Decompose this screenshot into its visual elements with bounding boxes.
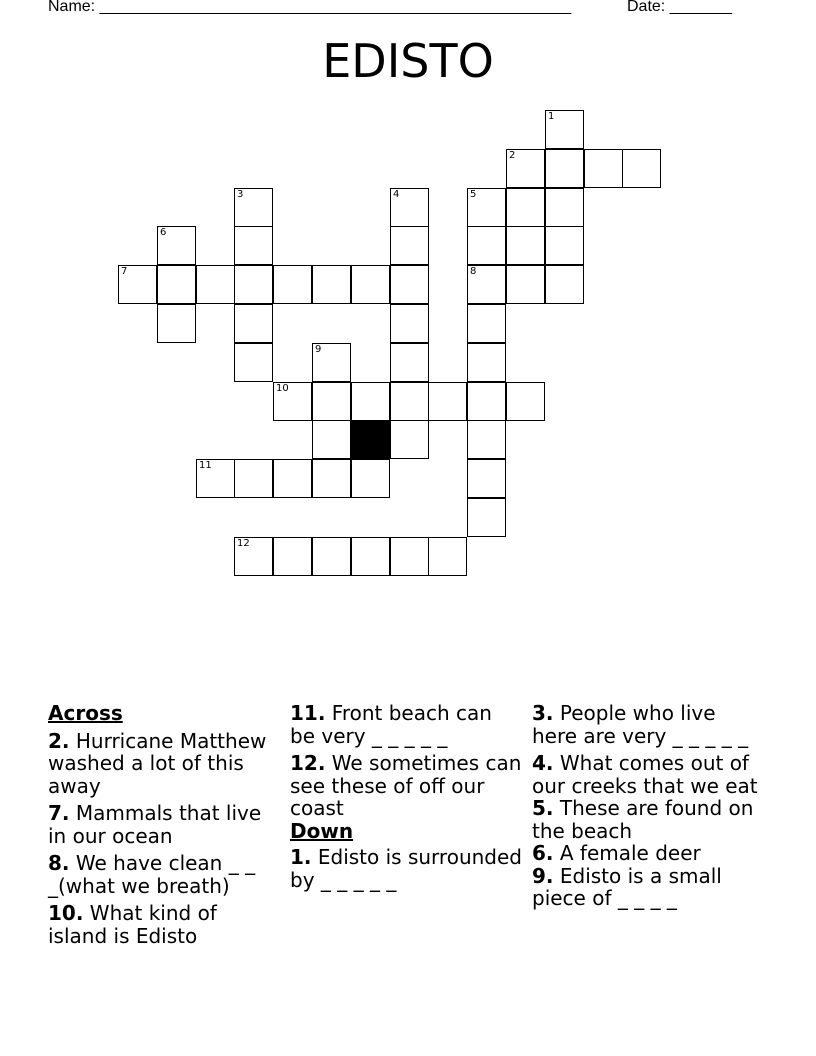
grid-cell[interactable] — [273, 265, 312, 304]
clue-text: We have clean _ _ _(what we breath) — [48, 851, 256, 898]
grid-cell[interactable] — [584, 149, 623, 188]
clue-down-1 — [290, 846, 522, 891]
clue-number: 9. — [532, 863, 554, 888]
clue-text: Edisto is a small piece of _ _ _ _ — [532, 863, 722, 910]
cell-number: 3 — [237, 189, 244, 200]
grid-cell-3[interactable] — [234, 188, 273, 227]
cell-number: 2 — [509, 150, 516, 161]
grid-cell[interactable] — [506, 188, 545, 227]
cell-number: 8 — [470, 266, 477, 277]
cell-number: 11 — [199, 460, 212, 471]
grid-cell-2[interactable] — [506, 149, 545, 188]
grid-cell-11[interactable] — [196, 459, 235, 498]
clue-across-7 — [48, 802, 280, 847]
cell-number: 6 — [160, 227, 167, 238]
clue-across-2 — [48, 730, 280, 798]
clue-number: 2. — [48, 728, 70, 753]
clue-text: A female deer — [553, 841, 701, 865]
grid-cell-4[interactable] — [390, 188, 429, 227]
grid-cell-7[interactable] — [118, 265, 157, 304]
grid-cell[interactable] — [545, 226, 584, 265]
clue-down-6 — [532, 842, 764, 865]
grid-cell[interactable] — [351, 459, 390, 498]
clue-number: 7. — [48, 801, 70, 825]
grid-cell[interactable] — [545, 265, 584, 304]
grid-cell[interactable] — [390, 537, 429, 576]
grid-cell[interactable] — [545, 188, 584, 227]
clue-number: 11. — [290, 701, 326, 725]
grid-cell[interactable] — [234, 226, 273, 265]
grid-cell[interactable] — [467, 459, 506, 498]
grid-cell[interactable] — [390, 304, 429, 343]
down-heading: Down — [290, 818, 354, 843]
grid-cell[interactable] — [157, 304, 196, 343]
grid-cell[interactable] — [467, 226, 506, 265]
clue-across-8 — [48, 852, 280, 897]
grid-cell[interactable] — [351, 537, 390, 576]
clue-down-4 — [532, 752, 764, 797]
grid-cell-9[interactable] — [312, 343, 351, 382]
cell-number: 4 — [393, 189, 400, 200]
clue-number: 4. — [532, 751, 554, 775]
grid-cell[interactable] — [622, 149, 661, 188]
grid-cell[interactable] — [273, 459, 312, 498]
clue-number: 3. — [532, 701, 554, 725]
clue-text: Edisto is surrounded by _ _ _ _ _ — [290, 845, 522, 892]
cell-number: 7 — [121, 266, 128, 277]
grid-cell[interactable] — [390, 343, 429, 382]
grid-cell[interactable] — [312, 420, 351, 459]
clue-down-9 — [532, 865, 764, 910]
grid-cell[interactable] — [234, 265, 273, 304]
grid-cell[interactable] — [390, 226, 429, 265]
grid-cell[interactable] — [390, 420, 429, 459]
grid-cell-8[interactable] — [467, 265, 506, 304]
clue-across-11 — [290, 702, 522, 747]
across-heading: Across — [48, 701, 123, 725]
clue-text: Mammals that live in our ocean — [48, 801, 262, 848]
grid-cell[interactable] — [428, 382, 467, 421]
grid-cell-5[interactable] — [467, 188, 506, 227]
grid-cell[interactable] — [467, 498, 506, 537]
black-cell — [351, 420, 390, 459]
clue-number: 10. — [48, 901, 84, 925]
cell-number: 5 — [470, 189, 477, 200]
clue-column-2 — [290, 702, 522, 896]
grid-cell[interactable] — [506, 382, 545, 421]
clue-down-3 — [532, 702, 764, 747]
grid-cell-12[interactable] — [234, 537, 273, 576]
grid-cell[interactable] — [312, 459, 351, 498]
cell-number: 12 — [237, 538, 250, 549]
grid-cell[interactable] — [312, 537, 351, 576]
clue-text: We sometimes can see these of off our coast — [290, 751, 522, 820]
clue-across-12 — [290, 752, 522, 820]
grid-cell-10[interactable] — [273, 382, 312, 421]
clue-number: 1. — [290, 845, 312, 869]
clue-down-5 — [532, 797, 764, 842]
clue-text: Front beach can be very _ _ _ _ _ — [290, 701, 492, 748]
clue-number: 8. — [48, 851, 70, 875]
grid-cell[interactable] — [273, 537, 312, 576]
cell-number: 9 — [315, 344, 322, 355]
cell-number: 1 — [548, 111, 555, 122]
grid-cell[interactable] — [428, 537, 467, 576]
clue-text: What comes out of our creeks that we eat — [532, 751, 758, 798]
grid-cell[interactable] — [467, 304, 506, 343]
grid-cell[interactable] — [234, 343, 273, 382]
grid-cell[interactable] — [390, 265, 429, 304]
grid-cell-6[interactable] — [157, 226, 196, 265]
grid-cell[interactable] — [196, 265, 235, 304]
clue-column-1 — [48, 702, 280, 952]
page-title: EDISTO — [322, 34, 494, 88]
clue-column-3 — [532, 702, 764, 915]
grid-cell[interactable] — [234, 304, 273, 343]
clue-text: Hurricane Matthew washed a lot of this away — [48, 728, 267, 798]
grid-cell[interactable] — [157, 265, 196, 304]
grid-cell[interactable] — [467, 343, 506, 382]
name-field-label[interactable]: Name: _____________________________________________________ — [48, 0, 572, 15]
grid-cell[interactable] — [506, 226, 545, 265]
grid-cell[interactable] — [312, 382, 351, 421]
grid-cell[interactable] — [467, 382, 506, 421]
grid-cell[interactable] — [234, 459, 273, 498]
grid-cell[interactable] — [390, 382, 429, 421]
clue-text: People who live here are very _ _ _ _ _ — [532, 701, 749, 748]
clue-text: What kind of island is Edisto — [48, 901, 217, 948]
grid-cell[interactable] — [351, 382, 390, 421]
clue-text: These are found on the beach — [532, 796, 754, 843]
grid-cell[interactable] — [506, 265, 545, 304]
cell-number: 10 — [276, 383, 289, 394]
grid-cell[interactable] — [312, 265, 351, 304]
clue-number: 12. — [290, 751, 326, 775]
date-field-label[interactable]: Date: _______ — [627, 0, 732, 15]
grid-cell[interactable] — [545, 149, 584, 188]
grid-cell[interactable] — [467, 420, 506, 459]
clue-across-10 — [48, 902, 280, 947]
clue-number: 5. — [532, 796, 554, 820]
grid-cell[interactable] — [351, 265, 390, 304]
clue-number: 6. — [532, 841, 554, 865]
grid-cell-1[interactable] — [545, 110, 584, 149]
